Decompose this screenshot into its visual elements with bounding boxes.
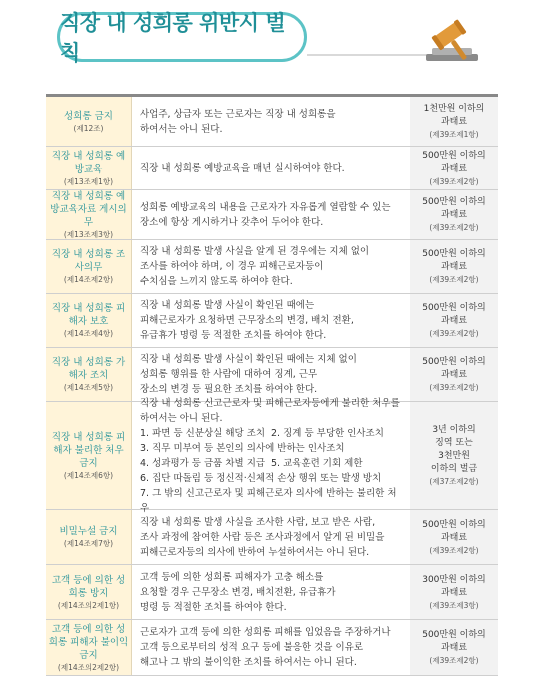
penalty-text: 과태료 [440, 643, 468, 653]
content-line: 하여서는 아니 된다. [140, 412, 223, 424]
content-line: 성희롱 행위를 한 사람에 대하여 징계, 근무 [140, 369, 318, 380]
provision-cell [46, 97, 132, 146]
penalty-text: 과태료 [440, 370, 468, 380]
content-cell [132, 397, 410, 514]
title-banner [57, 11, 307, 65]
penalty-cell [410, 294, 498, 347]
provision-name: 직장 내 성희롱 예방교육자료 게시의무 [50, 190, 127, 228]
provision-name: 고객 등에 의한 성희롱 피해자 불이익 금지 [48, 623, 129, 661]
provision-name: 직장 내 성희롱 예방교육 [51, 150, 126, 175]
provision-article: (제14조제2항) [63, 275, 114, 284]
penalty-text: 500만원 이하의 [422, 303, 486, 313]
penalty-cell [410, 565, 498, 619]
table-row [46, 97, 498, 147]
content-cell [132, 620, 410, 675]
content-line: 수치심을 느끼지 않도록 하여야 한다. [140, 276, 293, 287]
content-line: 직장 내 성희롱 발생 사실을 조사한 사람, 보고 받은 사람, [140, 516, 376, 528]
list-item [140, 441, 402, 456]
penalty-text: 징역 또는 [435, 438, 473, 448]
provision-name: 직장 내 성희롱 조사의무 [51, 249, 126, 273]
content-cell [132, 294, 410, 347]
table-row [46, 565, 498, 620]
table-row [46, 348, 498, 402]
penalty-text: 과태료 [440, 532, 468, 543]
list-item [140, 471, 402, 486]
content-cell [132, 240, 410, 293]
list-item-text: 1. 파면 등 신분상실 해당 조치 [140, 427, 266, 439]
content-line: 해고나 그 밖의 불이익한 조치를 하여서는 아니 된다. [140, 657, 357, 668]
penalty-text: 과태료 [440, 262, 468, 272]
provision-cell [46, 147, 132, 189]
content-line: 피해근로자등의 의사에 반하여 누설하여서는 아니 된다. [140, 546, 370, 558]
penalty-text: 3천만원 [438, 451, 470, 461]
table-row [46, 294, 498, 348]
content-line: 고객 등으로부터의 성적 요구 등에 불응한 것을 이유로 [140, 642, 364, 653]
penalty-cell [410, 240, 498, 293]
provision-cell [46, 620, 132, 675]
content-line: 성희롱 예방교육의 내용을 근로자가 자유롭게 열람할 수 있는 [140, 201, 391, 213]
content-line: 조사 과정에 참여한 사람 등은 조사과정에서 알게 된 비밀을 [140, 531, 385, 543]
content-line: 장소에 항상 게시하거나 갖추어 두어야 한다. [140, 216, 324, 228]
table-row [46, 240, 498, 294]
provision-article: (제14조의2제1항) [57, 600, 120, 610]
provision-name: 직장 내 성희롱 가해자 조치 [51, 357, 126, 381]
content-line: 근로자가 고객 등에 의한 성희롱 피해를 입었음을 주장하거나 [140, 627, 391, 638]
provision-article: (제14조제7항) [63, 539, 114, 548]
penalty-cell [410, 402, 498, 509]
penalty-article: (제39조제2항) [429, 545, 479, 555]
penalty-text: 500만원 이하의 [422, 150, 486, 161]
penalty-cell [410, 620, 498, 675]
content-line: 명령 등 적절한 조치를 하여야 한다. [140, 601, 287, 613]
list-item-text: 5. 교육훈련 기회 제한 [271, 457, 363, 469]
penalty-article: (제39조제2항) [429, 223, 479, 232]
penalty-article: (제39조제2항) [429, 176, 479, 186]
content-line: 직장 내 성희롱 발생 사실을 알게 된 경우에는 지체 없이 [140, 246, 370, 257]
provision-name: 직장 내 성희롱 피해자 불리한 처우 금지 [51, 431, 126, 469]
penalty-text: 300만원 이하의 [422, 574, 486, 585]
content-line: 고객 등에 의한 성희롱 피해자가 고충 해소를 [140, 571, 324, 583]
content-cell [132, 97, 410, 146]
provision-name: 직장 내 성희롱 피해자 보호 [51, 303, 126, 327]
penalty-table [46, 94, 498, 676]
list-item [140, 426, 402, 441]
provision-article: (제13조제3항) [63, 229, 114, 239]
penalty-text: 500만원 이하의 [422, 249, 486, 259]
provision-cell [46, 190, 132, 239]
content-line: 장소의 변경 등 필요한 조치를 하여야 한다. [140, 384, 318, 395]
content-cell [132, 147, 410, 189]
provision-article: (제14조제4항) [63, 329, 114, 338]
penalty-cell [410, 147, 498, 189]
list-item-text: 6. 집단 따돌림 등 정신적·신체적 손상 행위 또는 발생 방치 [140, 472, 382, 484]
content-cell [132, 510, 410, 564]
penalty-text: 500만원 이하의 [422, 197, 486, 207]
penalty-text: 500만원 이하의 [422, 357, 486, 367]
provision-cell [46, 565, 132, 619]
penalty-article: (제39조제2항) [429, 275, 479, 284]
provision-cell [46, 348, 132, 401]
content-line: 조사를 하여야 하며, 이 경우 피해근로자등이 [140, 261, 324, 272]
table-row [46, 147, 498, 190]
table-row [46, 510, 498, 565]
content-cell [132, 348, 410, 401]
penalty-text: 1천만원 이하의 [423, 104, 485, 114]
provision-cell [46, 294, 132, 347]
list-item-text: 2. 징계 등 부당한 인사조치 [271, 427, 384, 439]
list-item-text: 7. 그 밖의 신고근로자 및 피해근로자 의사에 반하는 불리한 처우 [140, 487, 397, 514]
provision-article: (제14조제5항) [63, 383, 114, 392]
penalty-cell [410, 348, 498, 401]
content-line: 직장 내 성희롱 예방교육을 매년 실시하여야 한다. [140, 162, 345, 174]
content-line: 직장 내 성희롱 발생 사실이 확인된 때에는 지체 없이 [140, 354, 357, 365]
list-item-text: 4. 성과평가 등 금품 차별 지급 [140, 457, 266, 469]
penalty-cell [410, 97, 498, 146]
penalty-article: (제39조제2항) [429, 656, 479, 665]
page-title: 직장 내 성희롱 위반시 벌칙 [60, 11, 286, 65]
content-line: 직장 내 성희롱 발생 사실이 확인된 때에는 [140, 300, 315, 311]
provision-name: 비밀누설 금지 [59, 526, 118, 537]
penalty-article: (제37조제2항) [429, 477, 479, 486]
penalty-text: 500만원 이하의 [422, 519, 486, 530]
penalty-text: 이하의 벌금 [430, 464, 478, 474]
header [0, 0, 544, 80]
provision-article: (제14조의2제2항) [57, 662, 120, 672]
content-line: 사업주, 상급자 또는 근로자는 직장 내 성희롱을 [140, 108, 336, 120]
list-item-text: 3. 직무 미부여 등 본인의 의사에 반하는 인사조치 [140, 442, 345, 454]
penalty-article: (제39조제2항) [429, 329, 479, 338]
penalty-cell [410, 510, 498, 564]
table-row [46, 620, 498, 676]
provision-article: (제14조제6항) [63, 470, 114, 480]
content-cell [132, 190, 410, 239]
content-line: 직장 내 성희롱 신고근로자 및 피해근로자등에게 불리한 처우를 [140, 397, 400, 409]
content-line: 요청할 경우 근무장소 변경, 배치전환, 유급휴가 [140, 586, 336, 598]
table-row [46, 190, 498, 240]
content-line: 피해근로자가 요청하면 근무장소의 변경, 배치 전환, [140, 315, 354, 326]
provision-cell [46, 510, 132, 564]
list-item [140, 456, 402, 471]
penalty-cell [410, 190, 498, 239]
penalty-text: 과태료 [440, 587, 468, 598]
penalty-article: (제39조제3항) [429, 600, 479, 610]
penalty-text: 과태료 [440, 210, 468, 220]
penalty-text: 과태료 [440, 316, 468, 326]
content-line: 유급휴가 명령 등 적절한 조치를 하여야 한다. [140, 330, 327, 341]
content-cell [132, 565, 410, 619]
provision-cell [46, 402, 132, 509]
provision-name: 고객 등에 의한 성희롱 방지 [51, 574, 126, 599]
penalty-text: 과태료 [440, 117, 468, 127]
content-line: 하여서는 아니 된다. [140, 123, 223, 135]
provision-article: (제13조제1항) [63, 176, 114, 186]
penalty-text: 500만원 이하의 [422, 630, 486, 640]
penalty-article: (제39조제1항) [429, 130, 479, 139]
provision-name: 성희롱 금지 [64, 110, 113, 122]
provision-article: (제12조) [73, 123, 104, 133]
provision-cell [46, 240, 132, 293]
penalty-text: 3년 이하의 [432, 425, 476, 435]
penalty-article: (제39조제2항) [429, 383, 479, 392]
penalty-text: 과태료 [440, 163, 468, 174]
table-row [46, 397, 498, 514]
gavel-icon [418, 14, 486, 64]
